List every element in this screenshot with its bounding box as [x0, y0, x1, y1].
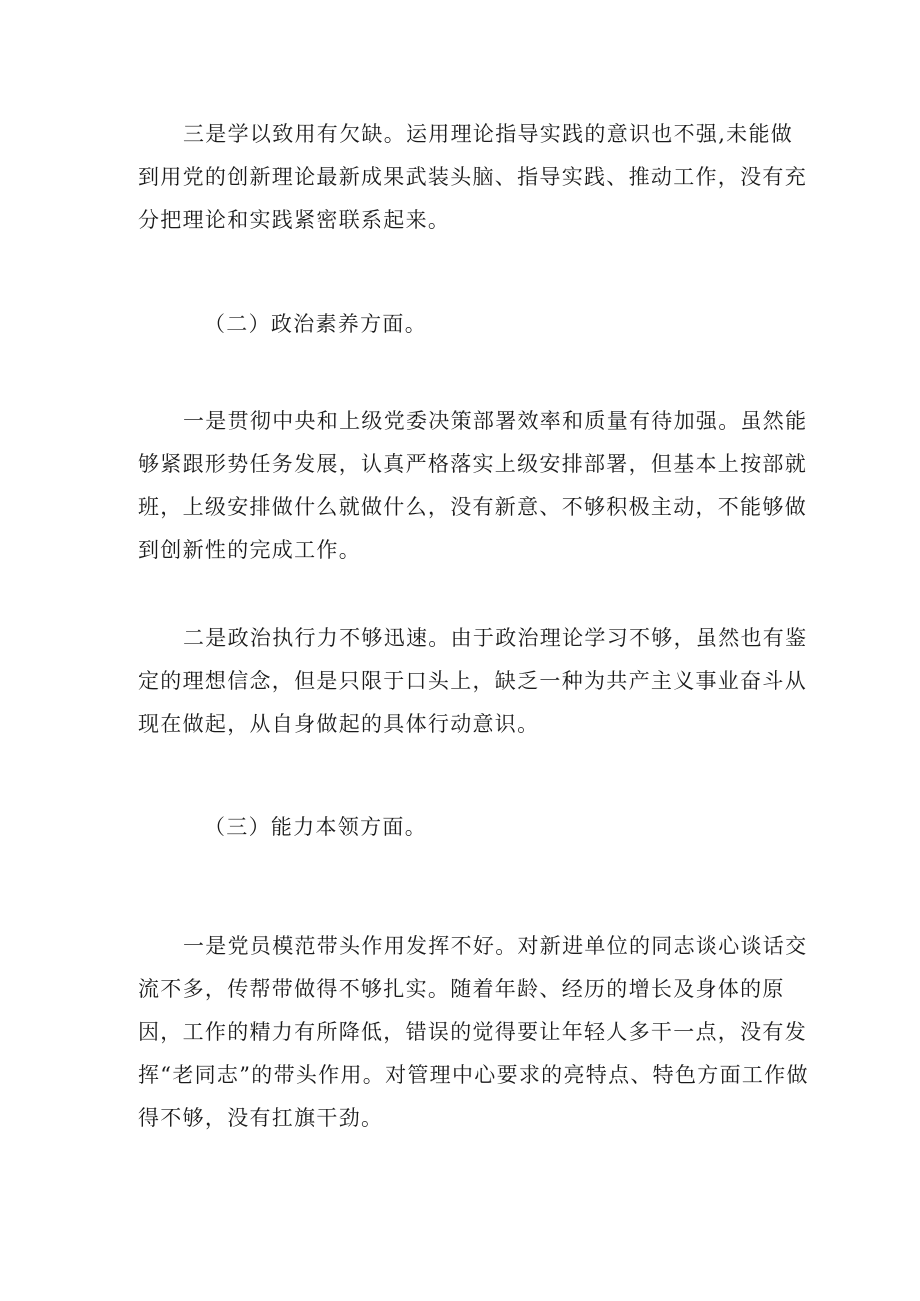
paragraph-policy-implementation: 一是贯彻中央和上级党委决策部署效率和质量有待加强。虽然能够紧跟形势任务发展，认真严格落实上级安排部署，但基本上按部就班，上级安排做什么就做什么，没有新意、不够积极主动，不能够做到创新性的完成工作。 — [138, 409, 808, 562]
paragraph-political-execution: 二是政治执行力不够迅速。由于政治理论学习不够，虽然也有鉴定的理想信念，但是只限于口头上，缺乏一种为共产主义事业奋斗从现在做起，从自身做起的具体行动意识。 — [138, 626, 808, 736]
paragraph-exemplary-role: 一是党员模范带头作用发挥不好。对新进单位的同志谈心谈话交流不多，传帮带做得不够扎实。随着年龄、经历的增长及身体的原因，工作的精力有所降低，错误的觉得要让年轻人多干一点，没有发挥“老同志”的带头作用。对管理中心要求的亮特点、特色方面工作做得不够，没有扛旗干劲。 — [138, 934, 809, 1130]
section-heading-capability: （三）能力本领方面。 — [204, 815, 427, 839]
paragraph-learning-application: 三是学以致用有欠缺。运用理论指导实践的意识也不强,未能做到用党的创新理论最新成果武装头脑、指导实践、推动工作，没有充分把理论和实践紧密联系起来。 — [138, 122, 807, 232]
section-heading-political-literacy: （二）政治素养方面。 — [204, 312, 427, 336]
